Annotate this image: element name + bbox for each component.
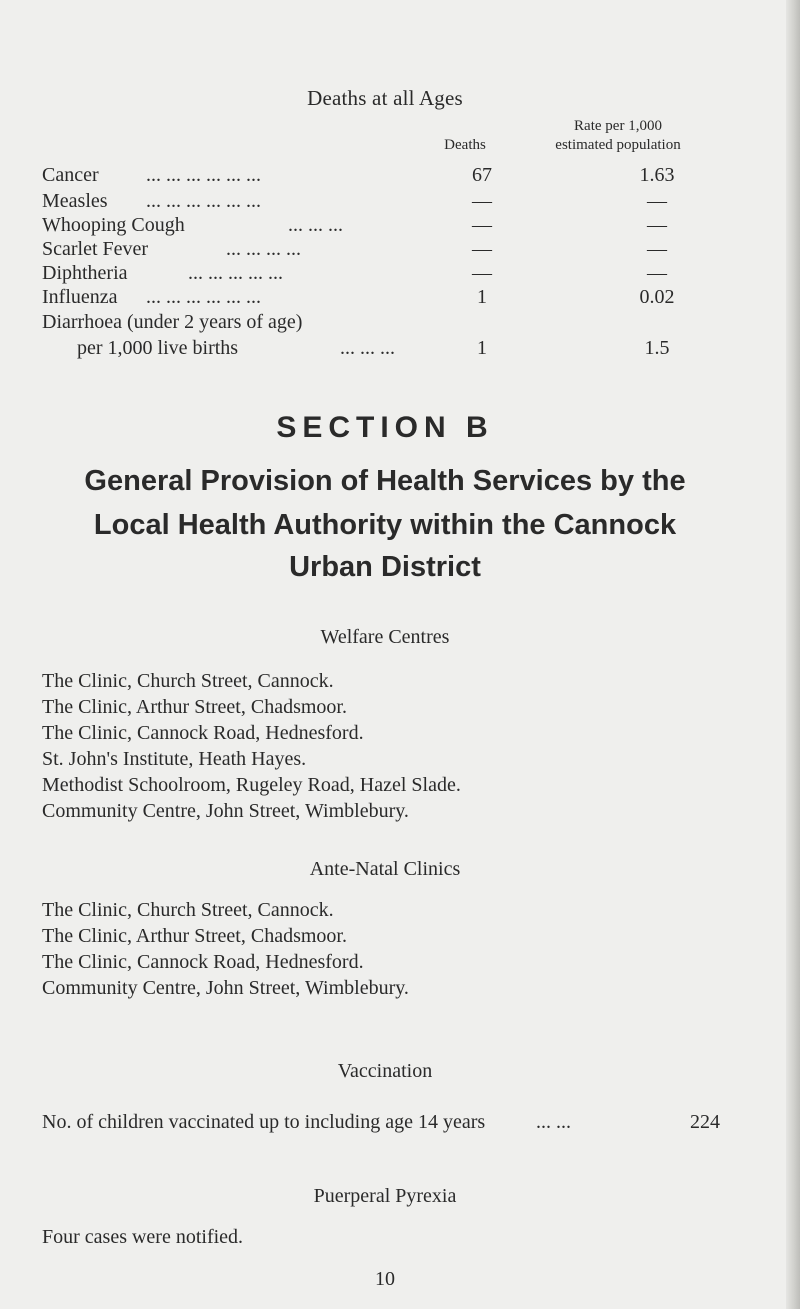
column-header-rate-line1: Rate per 1,000: [574, 118, 662, 134]
deaths-value: —: [472, 262, 492, 284]
deaths-heading: Deaths at all Ages: [307, 86, 463, 110]
leader-dots: ... ... ... ...: [226, 238, 301, 260]
list-item: St. John's Institute, Heath Hayes.: [42, 748, 307, 770]
column-header-deaths-label: Deaths: [444, 137, 486, 153]
vaccination-heading: Vaccination: [337, 1060, 433, 1082]
antenatal-heading: Ante-Natal Clinics: [309, 858, 461, 880]
deaths-value: —: [472, 238, 492, 260]
row-label: Diarrhoea (under 2 years of age): [42, 311, 303, 333]
list-item: The Clinic, Arthur Street, Chadsmoor.: [42, 696, 347, 718]
leader-dots: ... ...: [536, 1111, 571, 1133]
column-header-rate-line2: estimated population: [555, 137, 681, 153]
rate-value: —: [647, 214, 667, 236]
welfare-heading: Welfare Centres: [320, 626, 450, 648]
vaccination-value: 224: [690, 1111, 720, 1133]
column-header-deaths: [420, 136, 510, 155]
page-number: 10: [375, 1268, 395, 1290]
leader-dots: ... ... ... ... ... ...: [146, 190, 261, 212]
rate-value: 0.02: [639, 286, 675, 308]
list-item: The Clinic, Cannock Road, Hednesford.: [42, 722, 364, 744]
column-header-rate: [518, 117, 718, 155]
row-label: Influenza: [42, 286, 118, 308]
page-edge-shadow: [786, 0, 800, 1309]
row-label: Whooping Cough: [42, 214, 185, 236]
puerperal-text: [42, 1224, 243, 1250]
leader-dots: ... ... ... ... ...: [188, 262, 283, 284]
antenatal-list: [42, 897, 409, 1001]
leader-dots: ... ... ...: [340, 337, 395, 359]
list-item: The Clinic, Arthur Street, Chadsmoor.: [42, 925, 347, 947]
leader-dots: ... ... ...: [288, 214, 343, 236]
welfare-list: [42, 668, 461, 824]
row-label: Scarlet Fever: [42, 238, 149, 260]
main-title-line1: General Provision of Health Services by the: [84, 465, 686, 497]
row-label: Measles: [42, 190, 108, 212]
row-label: Diphtheria: [42, 262, 128, 284]
rate-value: —: [647, 262, 667, 284]
section-title: SECTION B: [276, 411, 494, 444]
list-item: Community Centre, John Street, Wimblebury.: [42, 977, 409, 999]
list-item: The Clinic, Church Street, Cannock.: [42, 670, 334, 692]
list-item: The Clinic, Church Street, Cannock.: [42, 899, 334, 921]
rate-value: —: [647, 238, 667, 260]
row-label: Cancer: [42, 164, 99, 186]
puerperal-text-line: Four cases were notified.: [42, 1226, 244, 1248]
leader-dots: ... ... ... ... ... ...: [146, 286, 261, 308]
main-title-line3: Urban District: [289, 551, 481, 583]
leader-dots: ... ... ... ... ... ...: [146, 164, 261, 186]
deaths-value: 67: [472, 164, 492, 186]
vaccination-label: No. of children vaccinated up to including age 14 years: [42, 1111, 486, 1133]
puerperal-heading: Puerperal Pyrexia: [313, 1185, 457, 1207]
deaths-value: 1: [477, 286, 487, 308]
row-label: per 1,000 live births: [77, 337, 239, 359]
main-title-line2: Local Health Authority within the Cannock: [93, 509, 677, 541]
deaths-value: 1: [477, 337, 487, 359]
deaths-value: —: [472, 214, 492, 236]
rate-value: 1.63: [639, 164, 675, 186]
deaths-value: —: [472, 190, 492, 212]
list-item: Community Centre, John Street, Wimblebury.: [42, 800, 409, 822]
rate-value: 1.5: [644, 337, 670, 359]
list-item: The Clinic, Cannock Road, Hednesford.: [42, 951, 364, 973]
rate-value: —: [647, 190, 667, 212]
list-item: Methodist Schoolroom, Rugeley Road, Hazel Slade.: [42, 774, 461, 796]
